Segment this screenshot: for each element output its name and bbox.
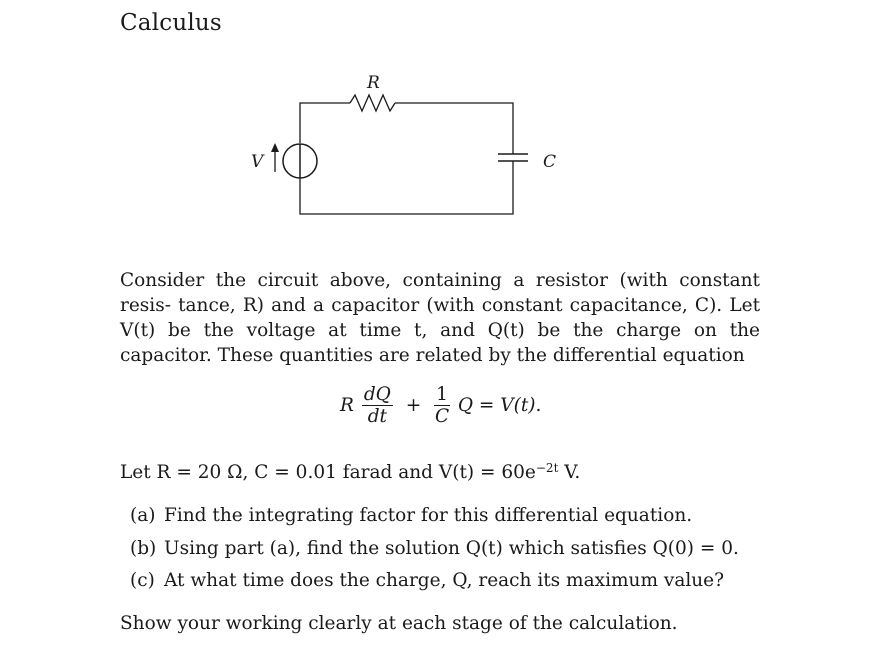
- differential-equation: [340, 384, 541, 436]
- given-values-text: Let R = 20 Ω, C = 0.01 farad and V(t) = 60e: [120, 462, 536, 483]
- resistor-symbol: [350, 95, 395, 111]
- closing-instruction: Show your working clearly at each stage of the calculation.: [120, 613, 678, 634]
- eq-plus: +: [405, 395, 422, 416]
- question-text: Using part (a), find the solution Q(t) which satisfies Q(0) = 0.: [164, 538, 739, 559]
- question-label: (a): [130, 505, 156, 526]
- question-label: (b): [130, 538, 157, 559]
- question-label: (c): [130, 570, 155, 591]
- rc-circuit-diagram: [235, 68, 595, 228]
- circuit-wire-bottom: [300, 161, 513, 214]
- intro-paragraph: Consider the circuit above, containing a resistor (with constant resis- tance, R) and a capacitor (with constant capacitance, C). Let V(t) be the voltage at time t, and Q(t) be the charge on the capacitor. These quantities are related by the differential equation: [120, 270, 760, 366]
- eq-inverse-denominator: C: [434, 406, 450, 427]
- eq-derivative-numerator: dQ: [363, 384, 391, 405]
- question-item: [130, 536, 739, 561]
- resistor-label: R: [367, 73, 380, 93]
- source-arrow-head: [271, 143, 279, 152]
- eq-resistance-symbol: R: [340, 395, 354, 416]
- question-item: [130, 568, 724, 593]
- source-label: V: [251, 152, 264, 172]
- eq-inverse-capacitance-fraction: [434, 384, 450, 427]
- eq-inverse-numerator: 1: [436, 384, 448, 405]
- eq-derivative-denominator: dt: [367, 406, 387, 427]
- circuit-wire-left-top: [300, 103, 350, 143]
- question-item: [130, 503, 692, 528]
- given-unit: V.: [558, 462, 581, 483]
- given-values: [120, 460, 760, 485]
- page-title: Calculus: [120, 10, 222, 36]
- capacitor-label: C: [543, 152, 557, 172]
- eq-derivative-fraction: [362, 384, 393, 427]
- question-text: Find the integrating factor for this differential equation.: [164, 505, 693, 526]
- question-text: At what time does the charge, Q, reach its maximum value?: [164, 570, 725, 591]
- eq-rhs: Q = V(t).: [457, 395, 542, 416]
- circuit-wire-right-top: [395, 103, 513, 154]
- given-exponent: −2t: [535, 461, 559, 475]
